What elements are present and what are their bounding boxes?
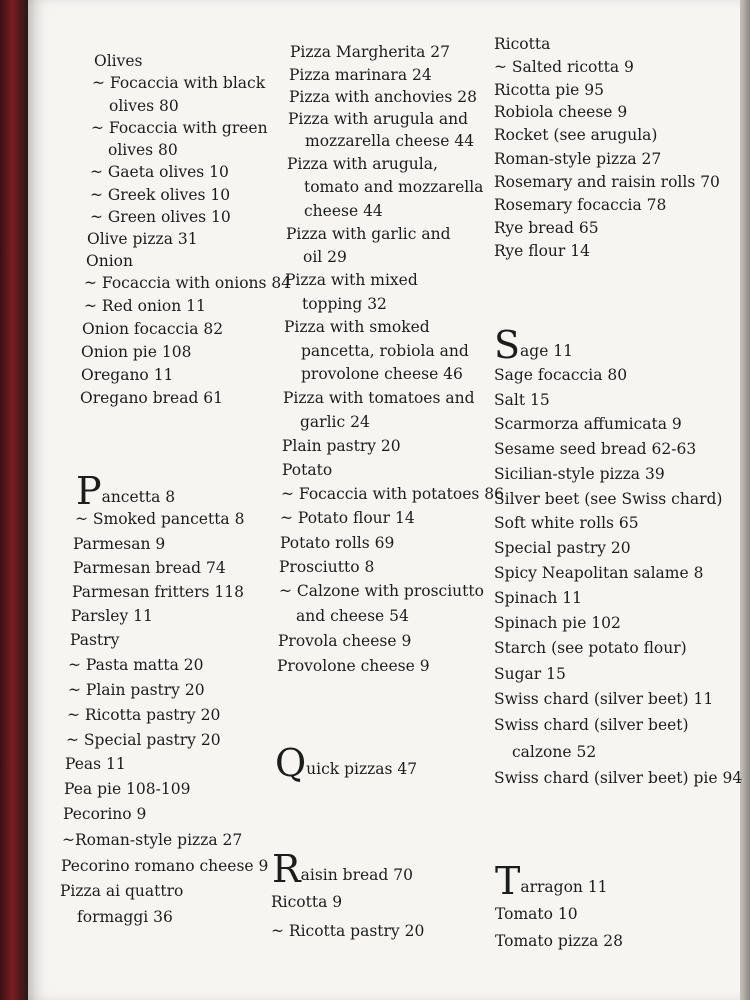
index-entry: Peas 11 xyxy=(65,755,126,773)
index-entry: Parsley 11 xyxy=(71,607,153,625)
index-entry: provolone cheese 46 xyxy=(301,365,463,383)
index-entry: Swiss chard (silver beet) xyxy=(494,716,689,734)
index-entry: Sugar 15 xyxy=(494,665,566,683)
index-entry: ~ Smoked pancetta 8 xyxy=(75,510,245,528)
index-entry: uick pizzas 47 xyxy=(306,760,418,778)
index-entry: Pea pie 108-109 xyxy=(64,780,191,798)
drop-letter: S xyxy=(494,323,521,367)
index-entry: Ricotta 9 xyxy=(271,893,343,911)
drop-letter: T xyxy=(495,859,521,903)
index-entry: Pastry xyxy=(70,631,120,649)
index-entry: Rosemary and raisin rolls 70 xyxy=(494,173,720,191)
index-entry: Pizza with mixed xyxy=(285,271,418,289)
index-entry: Pizza with arugula, xyxy=(287,155,438,173)
index-entry: calzone 52 xyxy=(512,743,597,761)
index-entry: ~ Greek olives 10 xyxy=(90,186,231,204)
index-entry: Spicy Neapolitan salame 8 xyxy=(494,564,704,582)
index-entry: ~ Focaccia with black xyxy=(92,74,266,92)
index-entry: Pizza marinara 24 xyxy=(289,66,432,84)
index-entry: ~ Focaccia with onions 84 xyxy=(84,274,292,292)
drop-letter: R xyxy=(272,847,301,891)
index-entry: Robiola cheese 9 xyxy=(494,103,628,121)
section-heading-s xyxy=(494,323,574,367)
index-entry: Onion xyxy=(86,252,133,270)
index-entry: Olive pizza 31 xyxy=(87,230,198,248)
index-entry: Swiss chard (silver beet) 11 xyxy=(494,690,714,708)
index-entry: Oregano 11 xyxy=(81,366,174,384)
section-heading-t xyxy=(495,859,608,903)
index-entry: aisin bread 70 xyxy=(300,866,413,884)
index-entry: ~ Green olives 10 xyxy=(90,208,231,226)
index-entry: Ricotta xyxy=(494,35,551,53)
index-entry: ~ Gaeta olives 10 xyxy=(90,163,229,181)
index-entry: Ricotta pie 95 xyxy=(494,81,604,99)
index-entry: Pecorino 9 xyxy=(63,805,147,823)
index-entry: topping 32 xyxy=(302,295,387,313)
index-entry: Parmesan fritters 118 xyxy=(72,583,244,601)
index-entry: Pizza with anchovies 28 xyxy=(289,88,477,106)
index-entry: Special pastry 20 xyxy=(494,539,631,557)
index-entry: Potato xyxy=(282,461,333,479)
index-entry: Pizza Margherita 27 xyxy=(290,43,450,61)
index-entry: Roman-style pizza 27 xyxy=(494,150,662,168)
index-entry: ~ Focaccia with potatoes 86 xyxy=(281,485,504,503)
index-entry: Plain pastry 20 xyxy=(282,437,401,455)
index-entry: ~ Pasta matta 20 xyxy=(68,656,204,674)
index-entry: Scarmorza affumicata 9 xyxy=(494,415,682,433)
index-entry: mozzarella cheese 44 xyxy=(305,132,475,150)
index-entry: Rocket (see arugula) xyxy=(494,126,658,144)
index-entry: Pizza with arugula and xyxy=(288,110,469,128)
index-entry: Salt 15 xyxy=(494,391,550,409)
index-entry: olives 80 xyxy=(108,141,178,159)
drop-letter: Q xyxy=(275,741,307,785)
index-entry: Pizza with smoked xyxy=(284,318,430,336)
drop-letter: P xyxy=(76,469,102,513)
index-entry: and cheese 54 xyxy=(296,607,409,625)
index-entry: pancetta, robiola and xyxy=(301,342,469,360)
index-entry: Pizza with tomatoes and xyxy=(283,389,475,407)
index-entry: ~ Potato flour 14 xyxy=(280,509,415,527)
index-entry: Spinach pie 102 xyxy=(494,614,621,632)
index-entry: Onion focaccia 82 xyxy=(82,320,224,338)
index-entry: Provola cheese 9 xyxy=(278,632,412,650)
index-entry: Tomato 10 xyxy=(495,905,578,923)
index-entry: ~ Ricotta pastry 20 xyxy=(67,706,221,724)
book-spine xyxy=(0,0,30,1000)
index-entry: Rosemary focaccia 78 xyxy=(494,196,667,214)
index-entry: ~ Special pastry 20 xyxy=(66,731,221,749)
index-entry: ~ Red onion 11 xyxy=(84,297,206,315)
index-entry: Provolone cheese 9 xyxy=(277,657,430,675)
index-entry: Potato rolls 69 xyxy=(280,534,395,552)
index-entry: ~ Plain pastry 20 xyxy=(68,681,205,699)
index-entry: age 11 xyxy=(520,342,574,360)
index-entry: arragon 11 xyxy=(520,878,608,896)
index-entry: Parmesan 9 xyxy=(73,535,166,553)
index-entry: Soft white rolls 65 xyxy=(494,514,639,532)
index-entry: Silver beet (see Swiss chard) xyxy=(494,490,723,508)
index-entry: ~ Ricotta pastry 20 xyxy=(271,922,425,940)
index-entry: ~Roman-style pizza 27 xyxy=(62,831,243,849)
index-entry: Swiss chard (silver beet) pie 94 xyxy=(494,769,743,787)
section-heading-p xyxy=(76,469,176,513)
index-entry: Pizza ai quattro xyxy=(60,882,184,900)
index-entry: cheese 44 xyxy=(304,202,383,220)
index-entry: Starch (see potato flour) xyxy=(494,639,687,657)
index-entry: Oregano bread 61 xyxy=(80,389,224,407)
index-entry: Spinach 11 xyxy=(494,589,583,607)
index-entry: olives 80 xyxy=(109,97,179,115)
index-entry: Parmesan bread 74 xyxy=(73,559,226,577)
index-entry: tomato and mozzarella xyxy=(304,178,484,196)
section-heading-r xyxy=(272,847,413,891)
index-entry: Prosciutto 8 xyxy=(279,558,375,576)
index-entry: Sicilian-style pizza 39 xyxy=(494,465,665,483)
index-entry: Sage focaccia 80 xyxy=(494,366,628,384)
index-entry: Rye bread 65 xyxy=(494,219,599,237)
index-entry: ~ Salted ricotta 9 xyxy=(494,58,634,76)
index-entry: Onion pie 108 xyxy=(81,343,192,361)
index-entry: formaggi 36 xyxy=(77,908,173,926)
index-entry: ~ Calzone with prosciutto xyxy=(279,582,484,600)
index-entry: ancetta 8 xyxy=(101,488,176,506)
index-entry: Olives xyxy=(94,52,143,70)
section-heading-q xyxy=(275,741,418,785)
index-entry: garlic 24 xyxy=(300,413,370,431)
index-entry: Rye flour 14 xyxy=(494,242,590,260)
index-entry: ~ Focaccia with green xyxy=(91,119,268,137)
index-page xyxy=(28,0,743,1000)
index-entry: Pecorino romano cheese 9 xyxy=(61,857,269,875)
index-entry: Pizza with garlic and xyxy=(286,225,451,243)
index-entry: Tomato pizza 28 xyxy=(495,932,623,950)
index-entry: oil 29 xyxy=(303,248,347,266)
index-entry: Sesame seed bread 62-63 xyxy=(494,440,697,458)
